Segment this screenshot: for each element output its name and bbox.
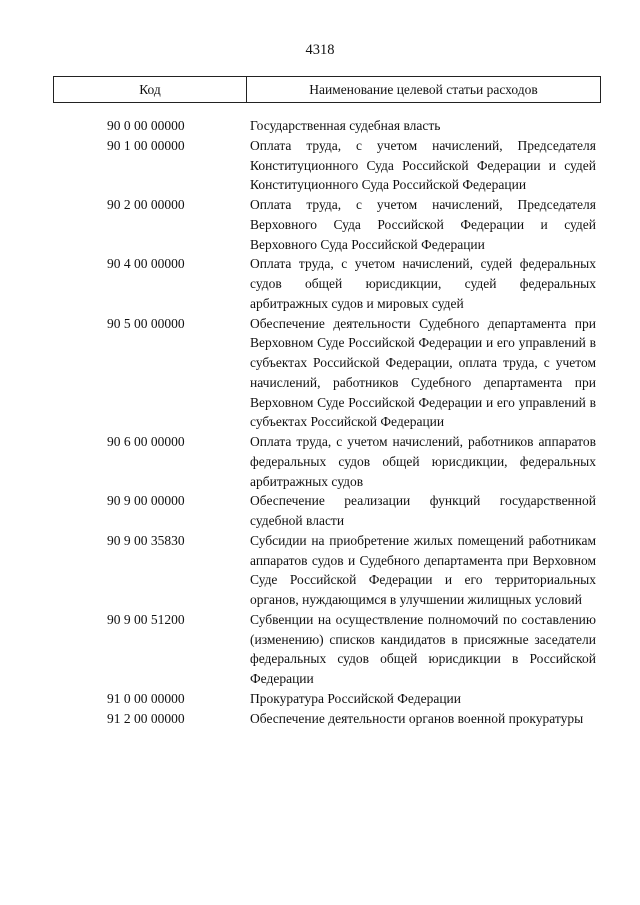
row-name: Оплата труда, с учетом начислений, Председателя Верховного Суда Российской Федерации и судей Верховного Суда Российской Федерации xyxy=(250,197,596,252)
table-row xyxy=(0,254,640,313)
table-row xyxy=(0,531,640,610)
table-row xyxy=(0,116,640,136)
row-name: Оплата труда, с учетом начислений, работников аппаратов федеральных судов общей юрисдикции, федеральных арбитражных судов xyxy=(250,434,596,489)
row-name: Государственная судебная власть xyxy=(250,118,441,133)
row-code: 90 9 00 35830 xyxy=(107,532,185,548)
row-name: Оплата труда, с учетом начислений, судей федеральных судов общей юрисдикции, судей федеральных арбитражных судов и мировых судей xyxy=(250,256,596,311)
header-code: Код xyxy=(54,77,247,102)
table-row xyxy=(0,709,640,729)
table-row xyxy=(0,136,640,195)
row-name: Субвенции на осуществление полномочий по составлению (изменению) списков кандидатов в присяжные заседатели федеральных судов общей юрисдикции в Российской Федерации xyxy=(250,611,596,686)
row-code: 91 2 00 00000 xyxy=(107,710,185,726)
row-code: 90 6 00 00000 xyxy=(107,434,185,449)
table-row xyxy=(0,195,640,254)
row-code: 90 1 00 00000 xyxy=(107,137,185,153)
row-code: 90 9 00 00000 xyxy=(107,493,185,509)
row-name: Обеспечение деятельности органов военной прокуратуры xyxy=(250,710,584,726)
row-code: 90 4 00 00000 xyxy=(107,256,185,272)
row-name: Оплата труда, с учетом начислений, Председателя Конституционного Суда Российской Федерации и судей Конституционного Суда Российской Федерации xyxy=(250,137,596,193)
row-code: 90 2 00 00000 xyxy=(107,197,185,212)
table-header xyxy=(53,76,601,103)
row-name: Субсидии на приобретение жилых помещений работникам аппаратов судов и Судебного департамента при Верховном Суде Российской Федерации и его территориальных органов, нуждающимся в улучшении жилищных условий xyxy=(250,532,596,607)
row-name: Обеспечение реализации функций государственной судебной власти xyxy=(250,493,596,528)
row-code: 90 0 00 00000 xyxy=(107,118,185,133)
table-row xyxy=(0,432,640,491)
row-name: Обеспечение деятельности Судебного департамента при Верховном Суде Российской Федерации и его управлений в субъектах Российской Федерации, оплата труда, с учетом начислений, работников Судебного департамента при Верховном Суде Российской Федерации и его управлений в субъектах Российской Федерации xyxy=(250,315,596,430)
row-code: 90 5 00 00000 xyxy=(107,315,185,331)
budget-code-list xyxy=(0,116,640,728)
row-name: Прокуратура Российской Федерации xyxy=(250,690,462,706)
header-name: Наименование целевой статьи расходов xyxy=(309,81,538,97)
row-code: 90 9 00 51200 xyxy=(107,611,185,627)
page-number: 4318 xyxy=(305,42,335,58)
row-code: 91 0 00 00000 xyxy=(107,690,185,706)
table-row xyxy=(0,491,640,531)
table-row xyxy=(0,610,640,689)
table-row xyxy=(0,689,640,709)
table-row xyxy=(0,314,640,433)
